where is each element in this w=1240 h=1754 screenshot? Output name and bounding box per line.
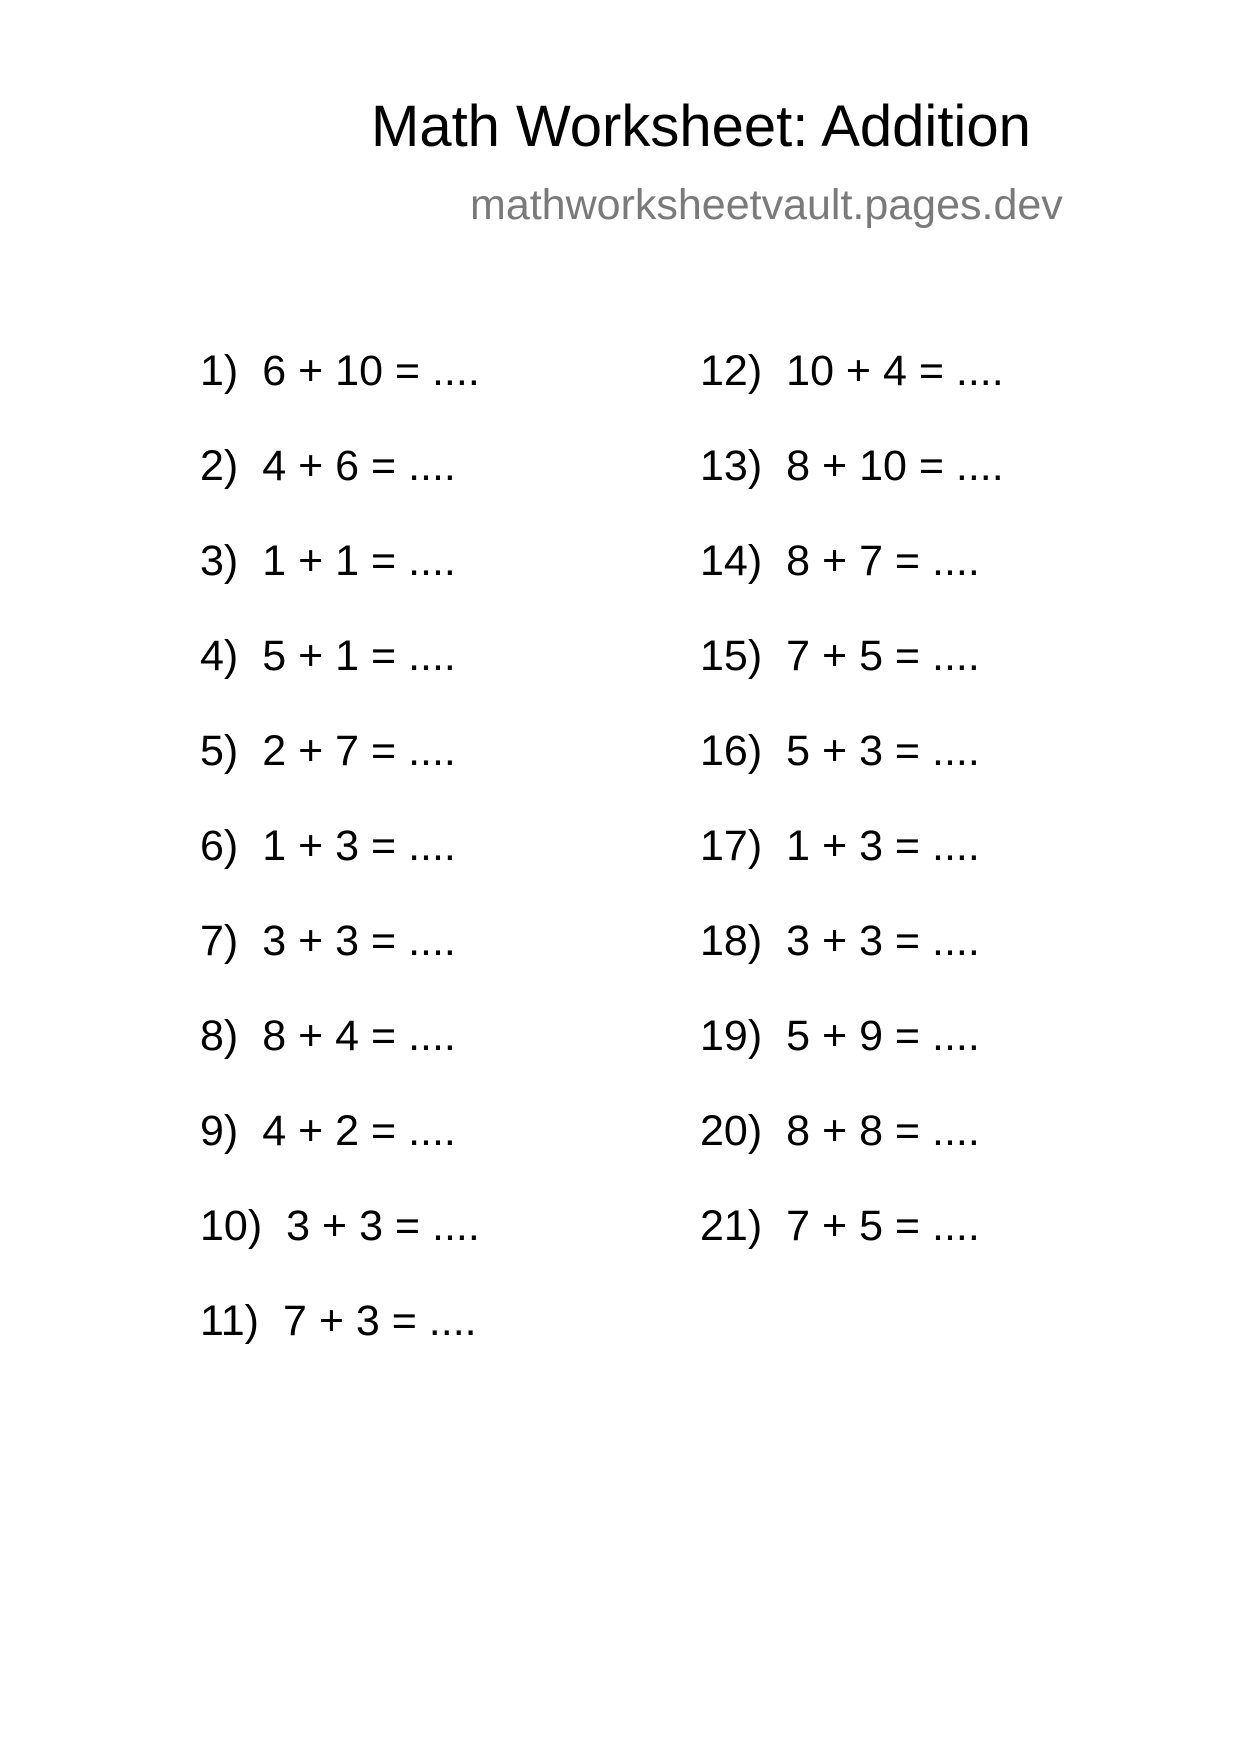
problem-number: 17) (700, 822, 763, 870)
problem-item (700, 1202, 1004, 1300)
problem-item (200, 1107, 480, 1205)
problem-number: 3) (200, 537, 239, 585)
problem-number: 11) (200, 1297, 259, 1345)
problem-item (700, 917, 1004, 1015)
problem-number: 10) (200, 1202, 263, 1250)
problem-expression: 8 + 7 = .... (786, 537, 980, 585)
problem-item (700, 442, 1004, 540)
problem-expression: 5 + 3 = .... (786, 727, 980, 775)
problem-number: 8) (200, 1012, 239, 1060)
problem-expression: 8 + 8 = .... (786, 1107, 980, 1155)
problem-number: 14) (700, 537, 763, 585)
problem-expression: 7 + 5 = .... (786, 632, 980, 680)
problem-item (700, 632, 1004, 730)
problem-expression: 6 + 10 = .... (262, 347, 480, 395)
problem-item (200, 1297, 480, 1395)
problem-item (200, 442, 480, 540)
problem-expression: 2 + 7 = .... (262, 727, 456, 775)
problem-item (200, 727, 480, 825)
problem-expression: 3 + 3 = .... (262, 917, 456, 965)
problem-number: 21) (700, 1202, 763, 1250)
problem-number: 20) (700, 1107, 763, 1155)
problem-number: 1) (200, 347, 239, 395)
problem-number: 9) (200, 1107, 239, 1155)
problem-expression: 3 + 3 = .... (786, 917, 980, 965)
problem-item (200, 632, 480, 730)
problem-expression: 1 + 3 = .... (262, 822, 456, 870)
problem-number: 4) (200, 632, 239, 680)
problem-number: 19) (700, 1012, 763, 1060)
problem-number: 15) (700, 632, 763, 680)
problem-column-right (700, 347, 1004, 1300)
worksheet-source: mathworksheetvault.pages.dev (470, 181, 1063, 229)
problem-item (200, 822, 480, 920)
problem-item (700, 727, 1004, 825)
problem-number: 12) (700, 347, 763, 395)
problem-item (200, 347, 480, 445)
problem-expression: 10 + 4 = .... (786, 347, 1004, 395)
problem-item (700, 347, 1004, 445)
problem-expression: 7 + 5 = .... (786, 1202, 980, 1250)
problem-expression: 1 + 1 = .... (262, 537, 456, 585)
problem-expression: 1 + 3 = .... (786, 822, 980, 870)
problem-column-left (200, 347, 480, 1395)
problem-item (200, 1012, 480, 1110)
problem-item (700, 1107, 1004, 1205)
problem-number: 16) (700, 727, 763, 775)
problem-number: 13) (700, 442, 763, 490)
problem-expression: 5 + 9 = .... (786, 1012, 980, 1060)
problem-expression: 5 + 1 = .... (262, 632, 456, 680)
problem-number: 18) (700, 917, 763, 965)
problem-item (700, 537, 1004, 635)
problem-item (700, 1012, 1004, 1110)
problem-item (200, 917, 480, 1015)
problem-item (200, 537, 480, 635)
problem-expression: 7 + 3 = .... (282, 1297, 477, 1345)
problem-number: 6) (200, 822, 239, 870)
problem-number: 2) (200, 442, 239, 490)
problem-expression: 8 + 10 = .... (786, 442, 1004, 490)
problem-item (200, 1202, 480, 1300)
problem-expression: 8 + 4 = .... (262, 1012, 456, 1060)
problem-item (700, 822, 1004, 920)
problem-expression: 3 + 3 = .... (286, 1202, 480, 1250)
problem-number: 5) (200, 727, 239, 775)
problem-expression: 4 + 6 = .... (262, 442, 456, 490)
problem-expression: 4 + 2 = .... (262, 1107, 456, 1155)
problem-number: 7) (200, 917, 239, 965)
worksheet-title: Math Worksheet: Addition (371, 94, 1031, 159)
